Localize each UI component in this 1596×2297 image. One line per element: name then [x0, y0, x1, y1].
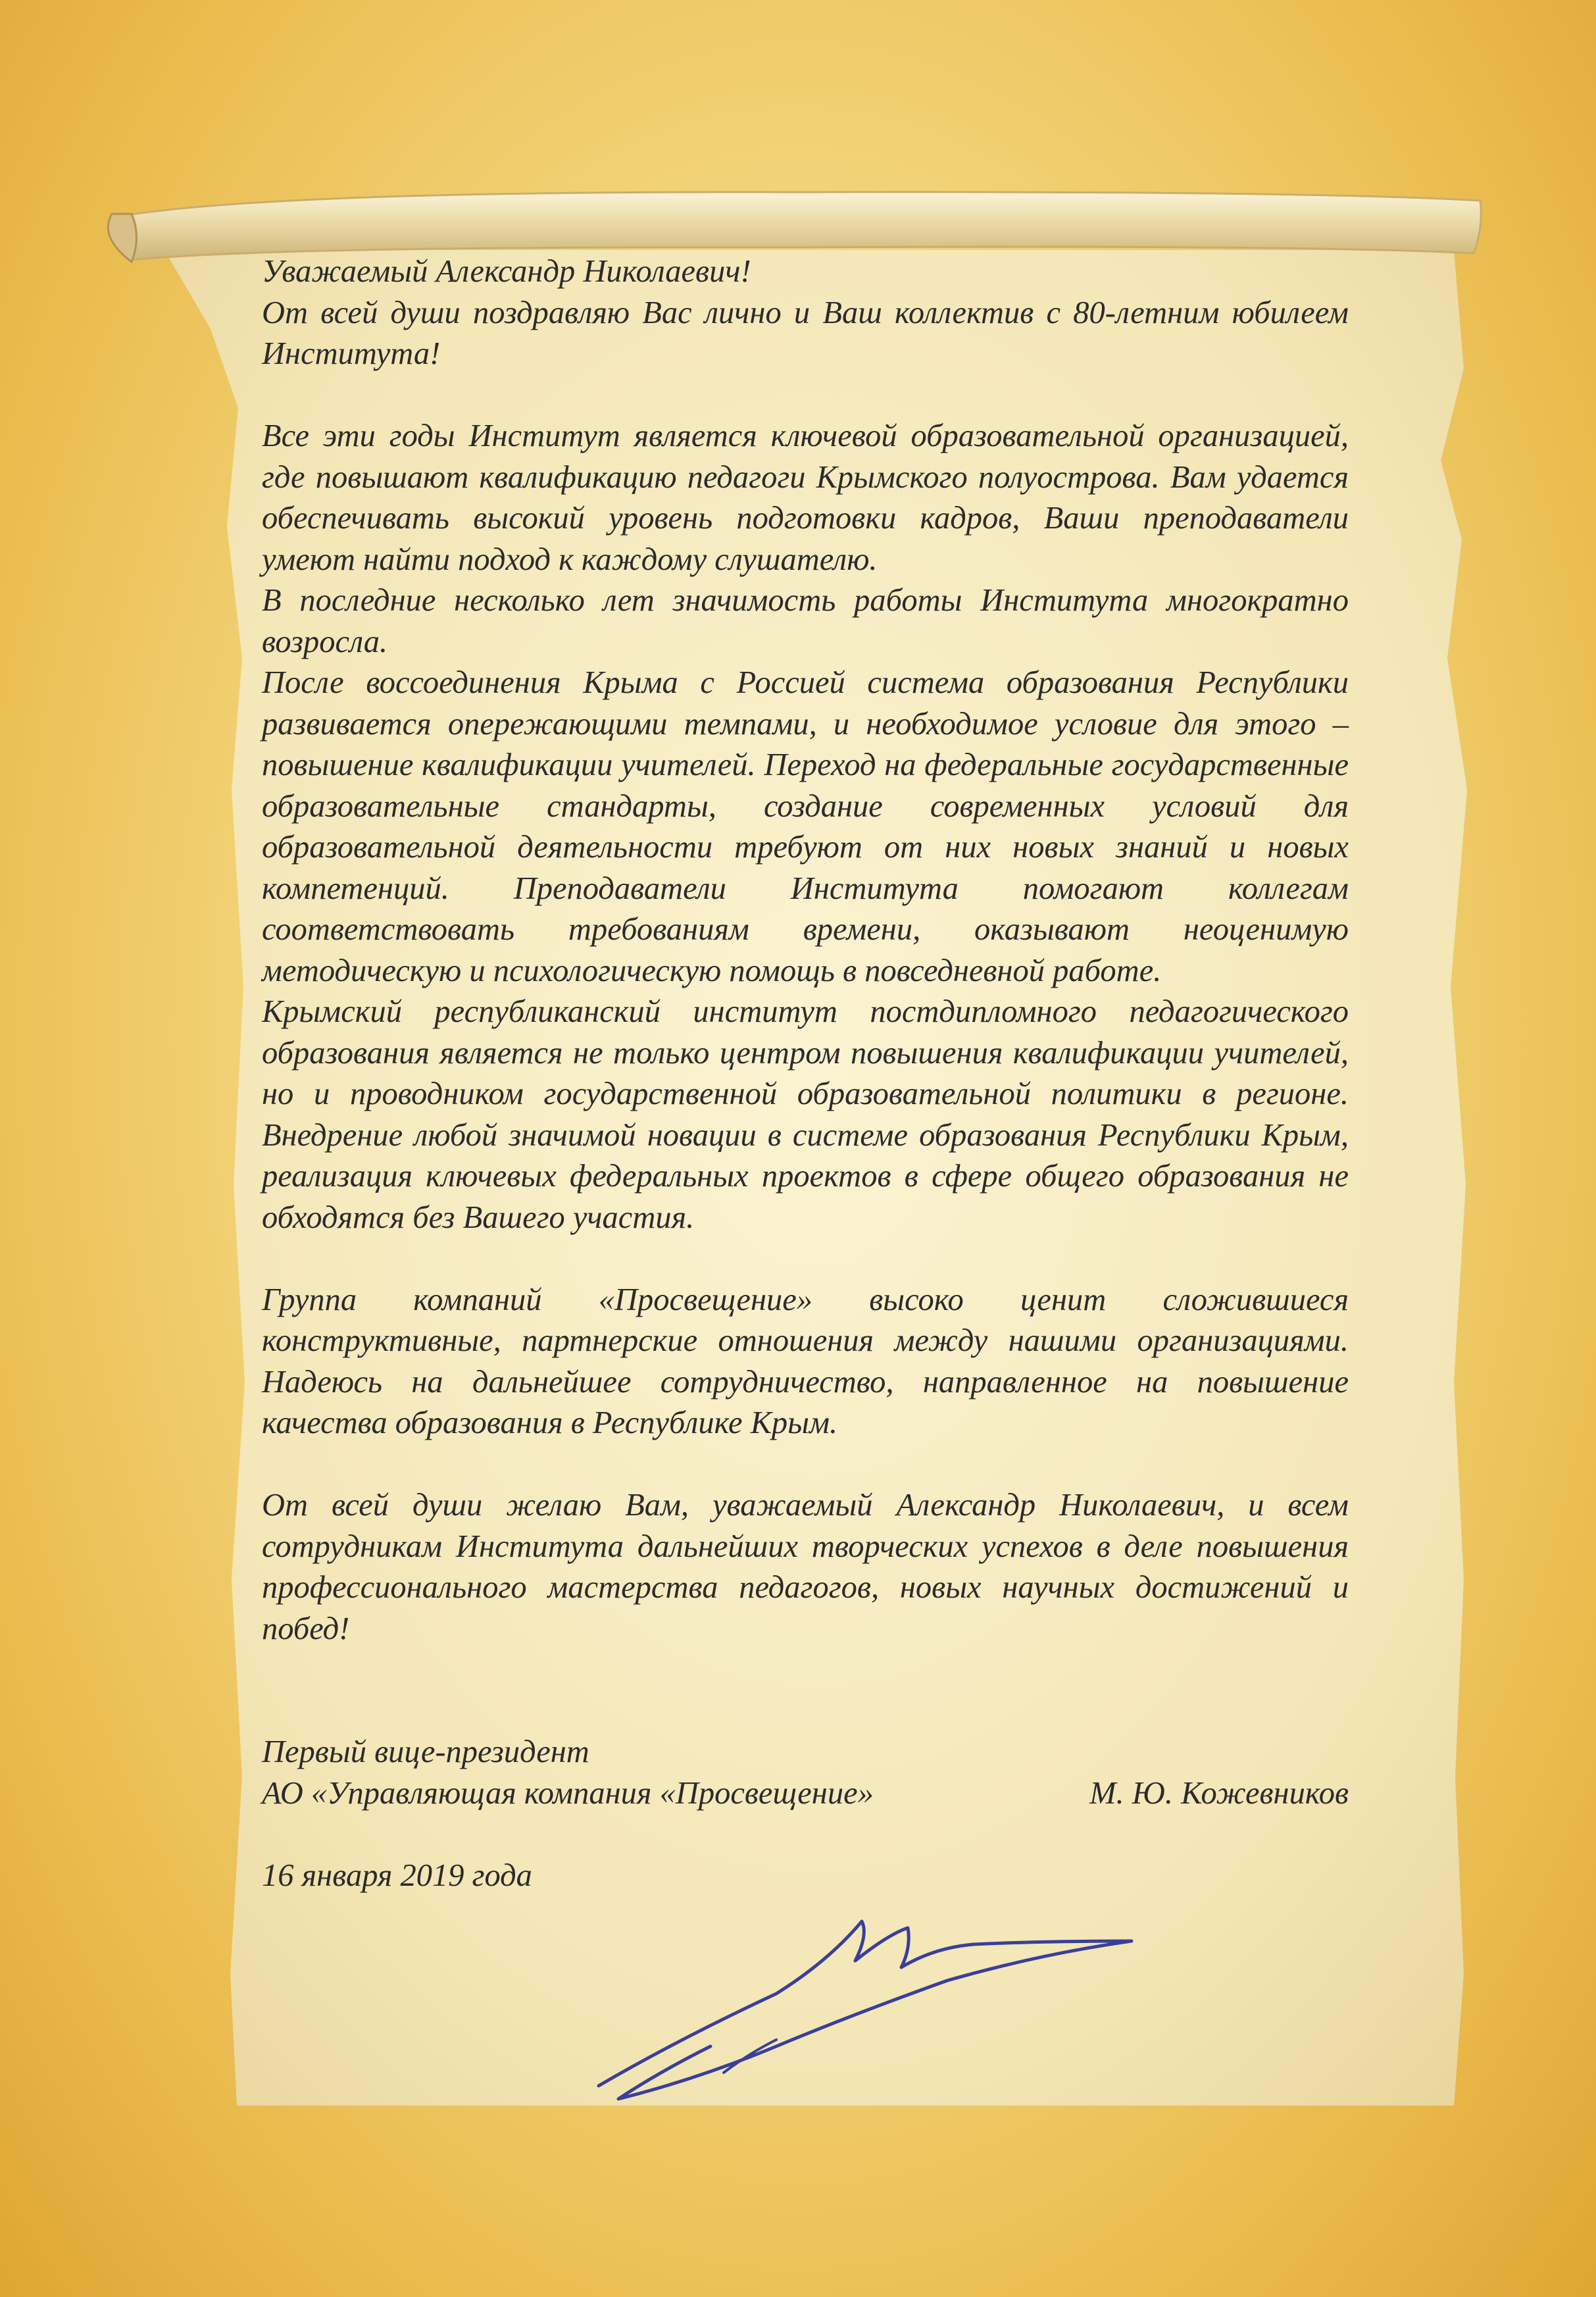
salutation: Уважаемый Александр Николаевич! — [262, 254, 751, 289]
signer-organization: АО «Управляющая компания «Просвещение» — [262, 1775, 874, 1811]
paragraph-5: Крымский республиканский институт постдипломного педагогического образования является не только центром повышения квалификации учителей, но и проводником государственной образовательной политики в регионе. Внедрение любой значимой новации в системе образования Республики Крым, реализация ключевых федеральных проектов в сфере общего образования не обходятся без Вашего участия. — [262, 994, 1349, 1235]
scroll-roll — [114, 192, 1481, 260]
paragraph-6: Группа компаний «Просвещение» высоко ценит сложившиеся конструктивные, партнерские отношения между нашими организациями. Надеюсь на дальнейшее сотрудничество, направленное на повышение качества образования в Республике Крым. — [262, 1282, 1349, 1440]
letter-body — [262, 251, 1349, 1896]
paragraph-1: От всей души поздравляю Вас лично и Ваш коллектив с 80-летним юбилеем Института! — [262, 295, 1349, 371]
letter-date: 16 января 2019 года — [262, 1857, 532, 1893]
paragraph-2: Все эти годы Институт является ключевой образовательной организацией, где повышают квалификацию педагоги Крымского полуострова. Вам удается обеспечивать высокий уровень подготовки кадров, Ваши преподаватели умеют найти подход к каждому слушателю. — [262, 418, 1349, 577]
scroll-roll-end — [108, 214, 136, 262]
paragraph-4: После воссоединения Крыма с Россией система образования Республики развивается опережающими темпами, и необходимое условие для этого – повышение квалификации учителей. Переход на федеральные государственные образовательные стандарты, создание современных условий для образовательной деятельности требуют от них новых знаний и новых компетенций. Преподаватели Института помогают коллегам соответствовать требованиям времени, оказывают неоценимую методическую и психологическую помощь в повседневной работе. — [262, 665, 1349, 988]
handwritten-signature — [579, 1908, 1145, 2106]
paragraph-3: В последние несколько лет значимость работы Института многократно возросла. — [262, 583, 1349, 659]
paragraph-7: От всей души желаю Вам, уважаемый Александр Николаевич, и всем сотрудникам Института дальнейших творческих успехов в деле повышения профессионального мастерства педагогов, новых научных достижений и побед! — [262, 1488, 1349, 1646]
signer-position: Первый вице-президент — [262, 1734, 589, 1769]
signature-block — [262, 1732, 1349, 1896]
signer-name: М. Ю. Кожевников — [1089, 1775, 1349, 1811]
